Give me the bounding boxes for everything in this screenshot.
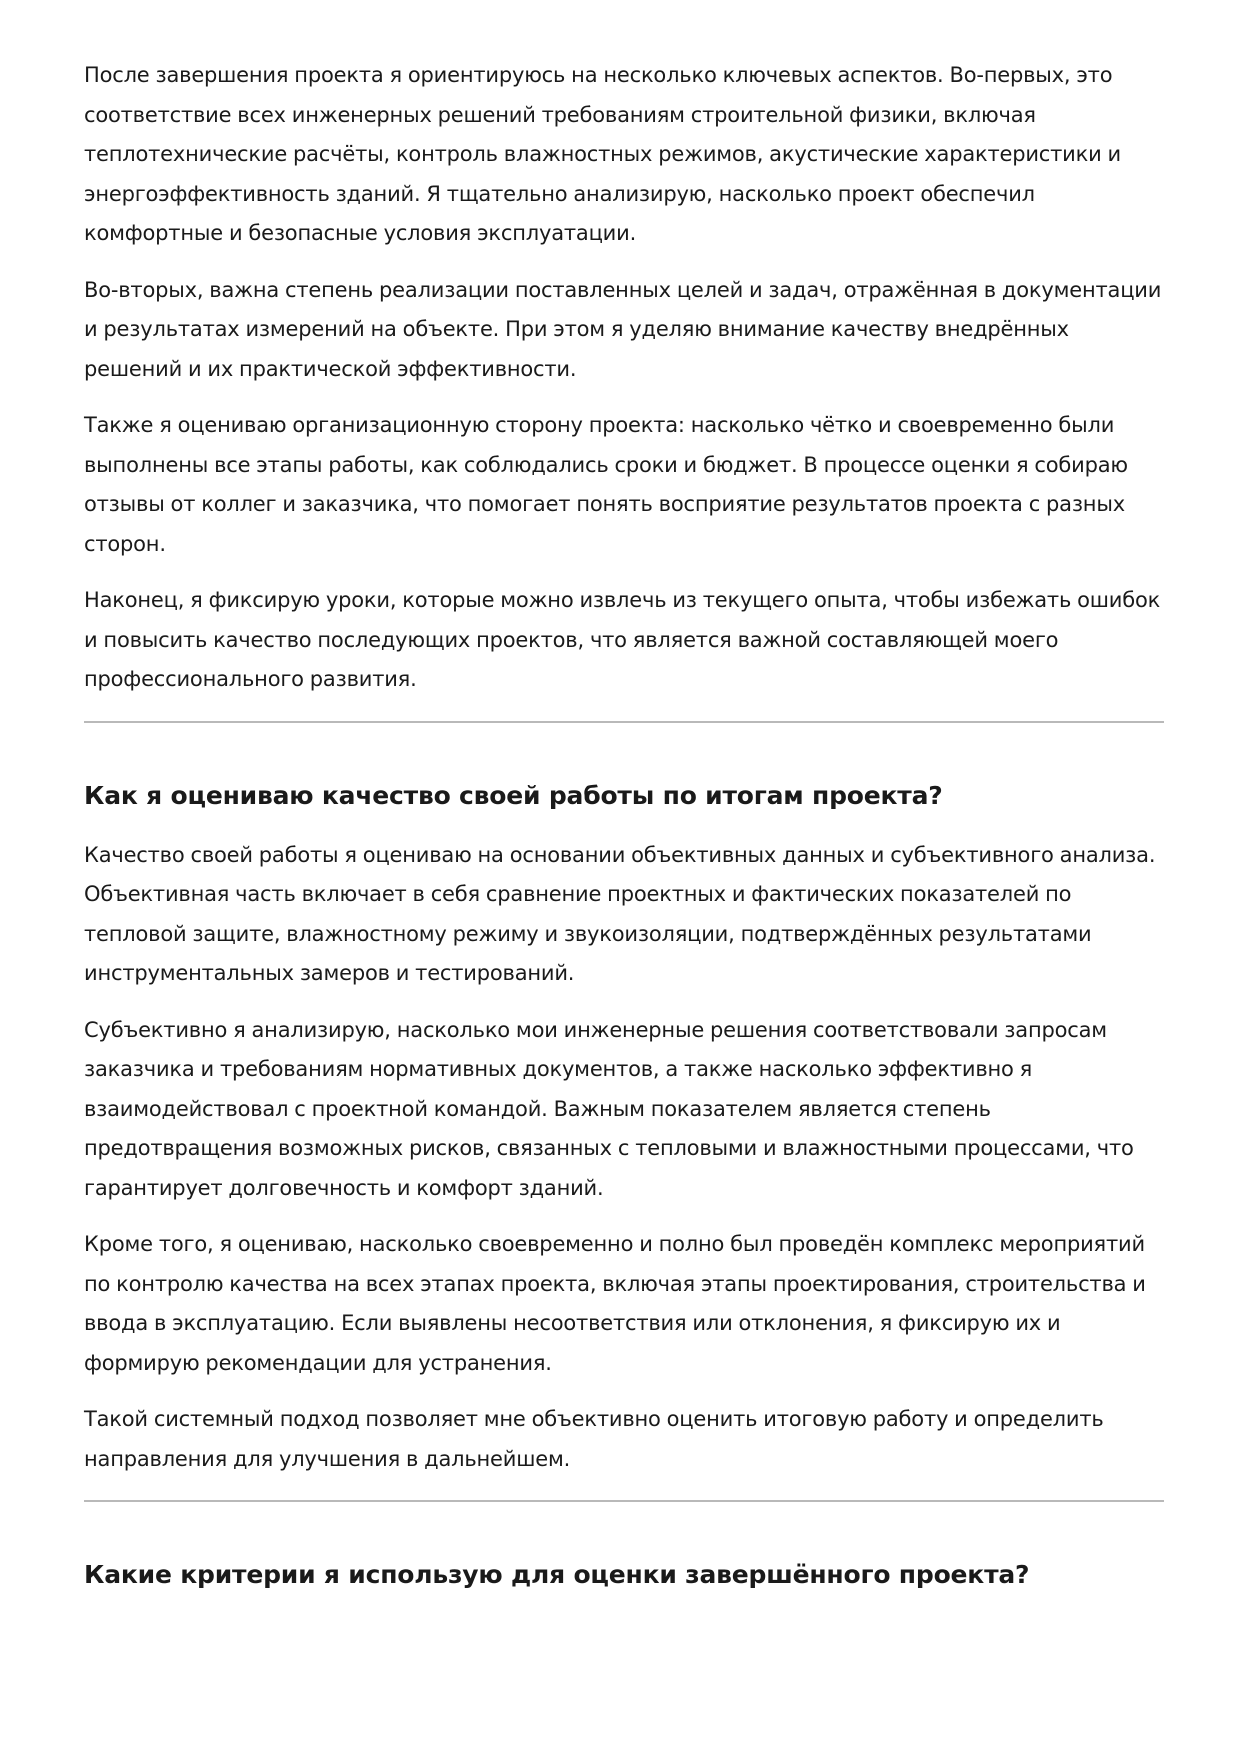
section-paragraph: Качество своей работы я оцениваю на основании объективных данных и субъективного анализа. Объективная часть включает в себя сравнение проектных и фактических показателей по тепловой защите, влажностному режиму и звукоизоляции, подтверждённых результатами инструментальных замеров и тестирований. <box>84 842 1156 985</box>
section-divider <box>84 721 1164 723</box>
section-heading: Какие критерии я использую для оценки завершённого проекта? <box>84 1560 1030 1589</box>
section-paragraph: Субъективно я анализирую, насколько мои инженерные решения соответствовали запросам заказчика и требованиям нормативных документов, а также насколько эффективно я взаимодействовал с проектной командой. Важным показателем является степень предотвращения возможных рисков, связанных с тепловыми и влажностными процессами, что гарантирует долговечность и комфорт зданий. <box>84 1017 1134 1200</box>
section-divider <box>84 1500 1164 1502</box>
section-paragraph: Кроме того, я оцениваю, насколько своевременно и полно был проведён комплекс мероприятий по контролю качества на всех этапах проекта, включая этапы проектирования, строительства и ввода в эксплуатацию. Если выявлены несоответствия или отклонения, я фиксирую их и формирую рекомендации для устранения. <box>84 1232 1146 1375</box>
document-page <box>84 56 1164 1615</box>
section-heading: Как я оцениваю качество своей работы по итогам проекта? <box>84 780 943 810</box>
intro-paragraph: Также я оцениваю организационную сторону проекта: насколько чётко и своевременно были выполнены все этапы работы, как соблюдались сроки и бюджет. В процессе оценки я собираю отзывы от коллег и заказчика, что помогает понять восприятие результатов проекта с разных сторон. <box>84 413 1128 556</box>
intro-paragraph: После завершения проекта я ориентируюсь на несколько ключевых аспектов. Во-первых, это соответствие всех инженерных решений требованиям строительной физики, включая теплотехнические расчёты, контроль влажностных режимов, акустические характеристики и энергоэффективность зданий. Я тщательно анализирую, насколько проект обеспечил комфортные и безопасные условия эксплуатации. <box>84 63 1121 245</box>
intro-paragraph: Во-вторых, важна степень реализации поставленных целей и задач, отражённая в документации и результатах измерений на объекте. При этом я уделяю внимание качеству внедрённых решений и их практической эффективности. <box>84 277 1162 381</box>
intro-paragraph: Наконец, я фиксирую уроки, которые можно извлечь из текущего опыта, чтобы избежать ошибок и повысить качество последующих проектов, что является важной составляющей моего профессионального развития. <box>84 588 1161 691</box>
section-paragraph: Такой системный подход позволяет мне объективно оценить итоговую работу и определить направления для улучшения в дальнейшем. <box>84 1407 1104 1471</box>
